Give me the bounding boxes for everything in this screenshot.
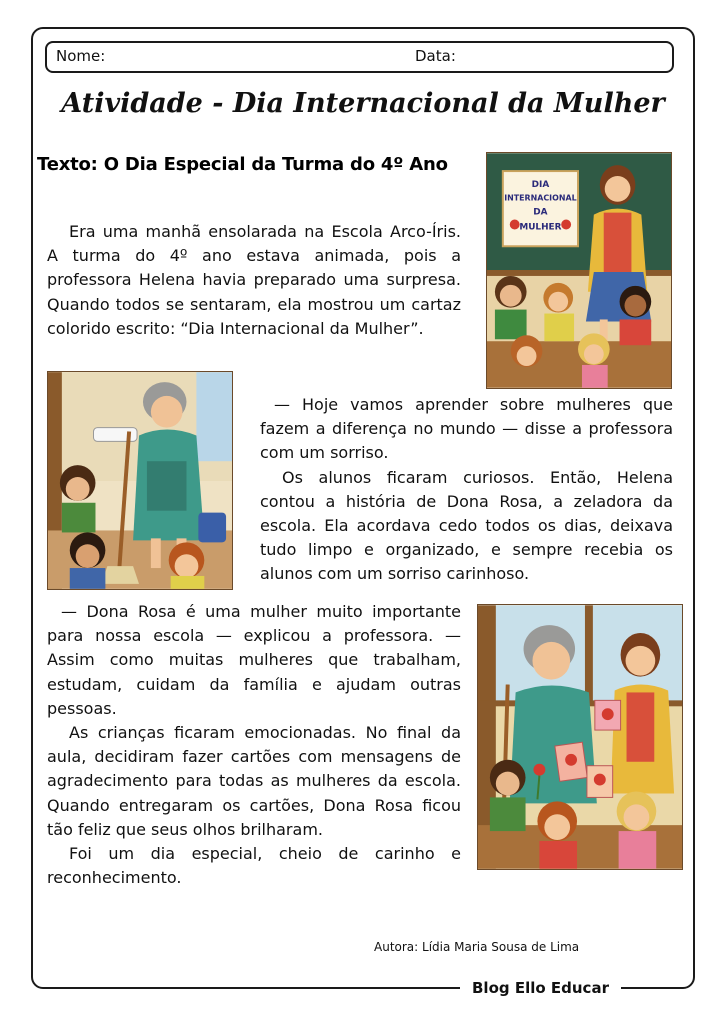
teacher-poster-illustration (486, 152, 672, 389)
poster-line-3: DA (533, 207, 548, 218)
paragraph-3: Os alunos ficaram curiosos. Então, Helena contou a história de Dona Rosa, a zeladora da escola. Ela acordava cedo todos os dias, deixava tudo limpo e organizado, e sempre recebia os alunos com um sorriso carinhoso. (260, 467, 673, 584)
paragraph-block-3 (47, 600, 461, 890)
text-subtitle: Texto: O Dia Especial da Turma do 4º Ano (37, 154, 448, 175)
blog-credit: Blog Ello Educar (460, 977, 621, 999)
paragraph-block-1 (47, 220, 461, 341)
paragraph-2: — Hoje vamos aprender sobre mulheres que fazem a diferença no mundo — disse a professora com um sorriso. (260, 395, 673, 463)
name-date-box (45, 41, 674, 73)
poster-line-4: MULHER (519, 222, 562, 233)
name-label: Nome: (56, 47, 106, 65)
dona-rosa-cleaning-illustration (47, 371, 233, 590)
paragraph-1: Era uma manhã ensolarada na Escola Arco-Íris. A turma do 4º ano estava animada, pois a professora Helena havia preparado uma surpresa. Quando todos se sentaram, ela mostrou um cartaz colorido escrito: “Dia Internacional da Mulher”. (47, 222, 461, 338)
paragraph-6: Foi um dia especial, cheio de carinho e reconhecimento. (47, 844, 461, 888)
paragraph-block-2 (260, 393, 673, 587)
thank-you-cards-illustration (477, 604, 683, 870)
author-credit: Autora: Lídia Maria Sousa de Lima (374, 940, 580, 954)
paragraph-4: — Dona Rosa é uma mulher muito importante para nossa escola — explicou a professora. — Assim como muitas mulheres que trabalham, estudam, cuidam da família e ajudam outras pessoas. (47, 602, 461, 718)
paragraph-5: As crianças ficaram emocionadas. No final da aula, decidiram fazer cartões com mensagens de agradecimento para todas as mulheres da escola. Quando entregaram os cartões, Dona Rosa ficou tão feliz que seus olhos brilharam. (47, 723, 461, 839)
poster-line-2: INTERNACIONAL (504, 193, 577, 203)
page-title: Atividade - Dia Internacional da Mulher (61, 88, 665, 119)
date-label: Data: (415, 47, 456, 65)
poster-line-1: DIA (531, 179, 550, 190)
